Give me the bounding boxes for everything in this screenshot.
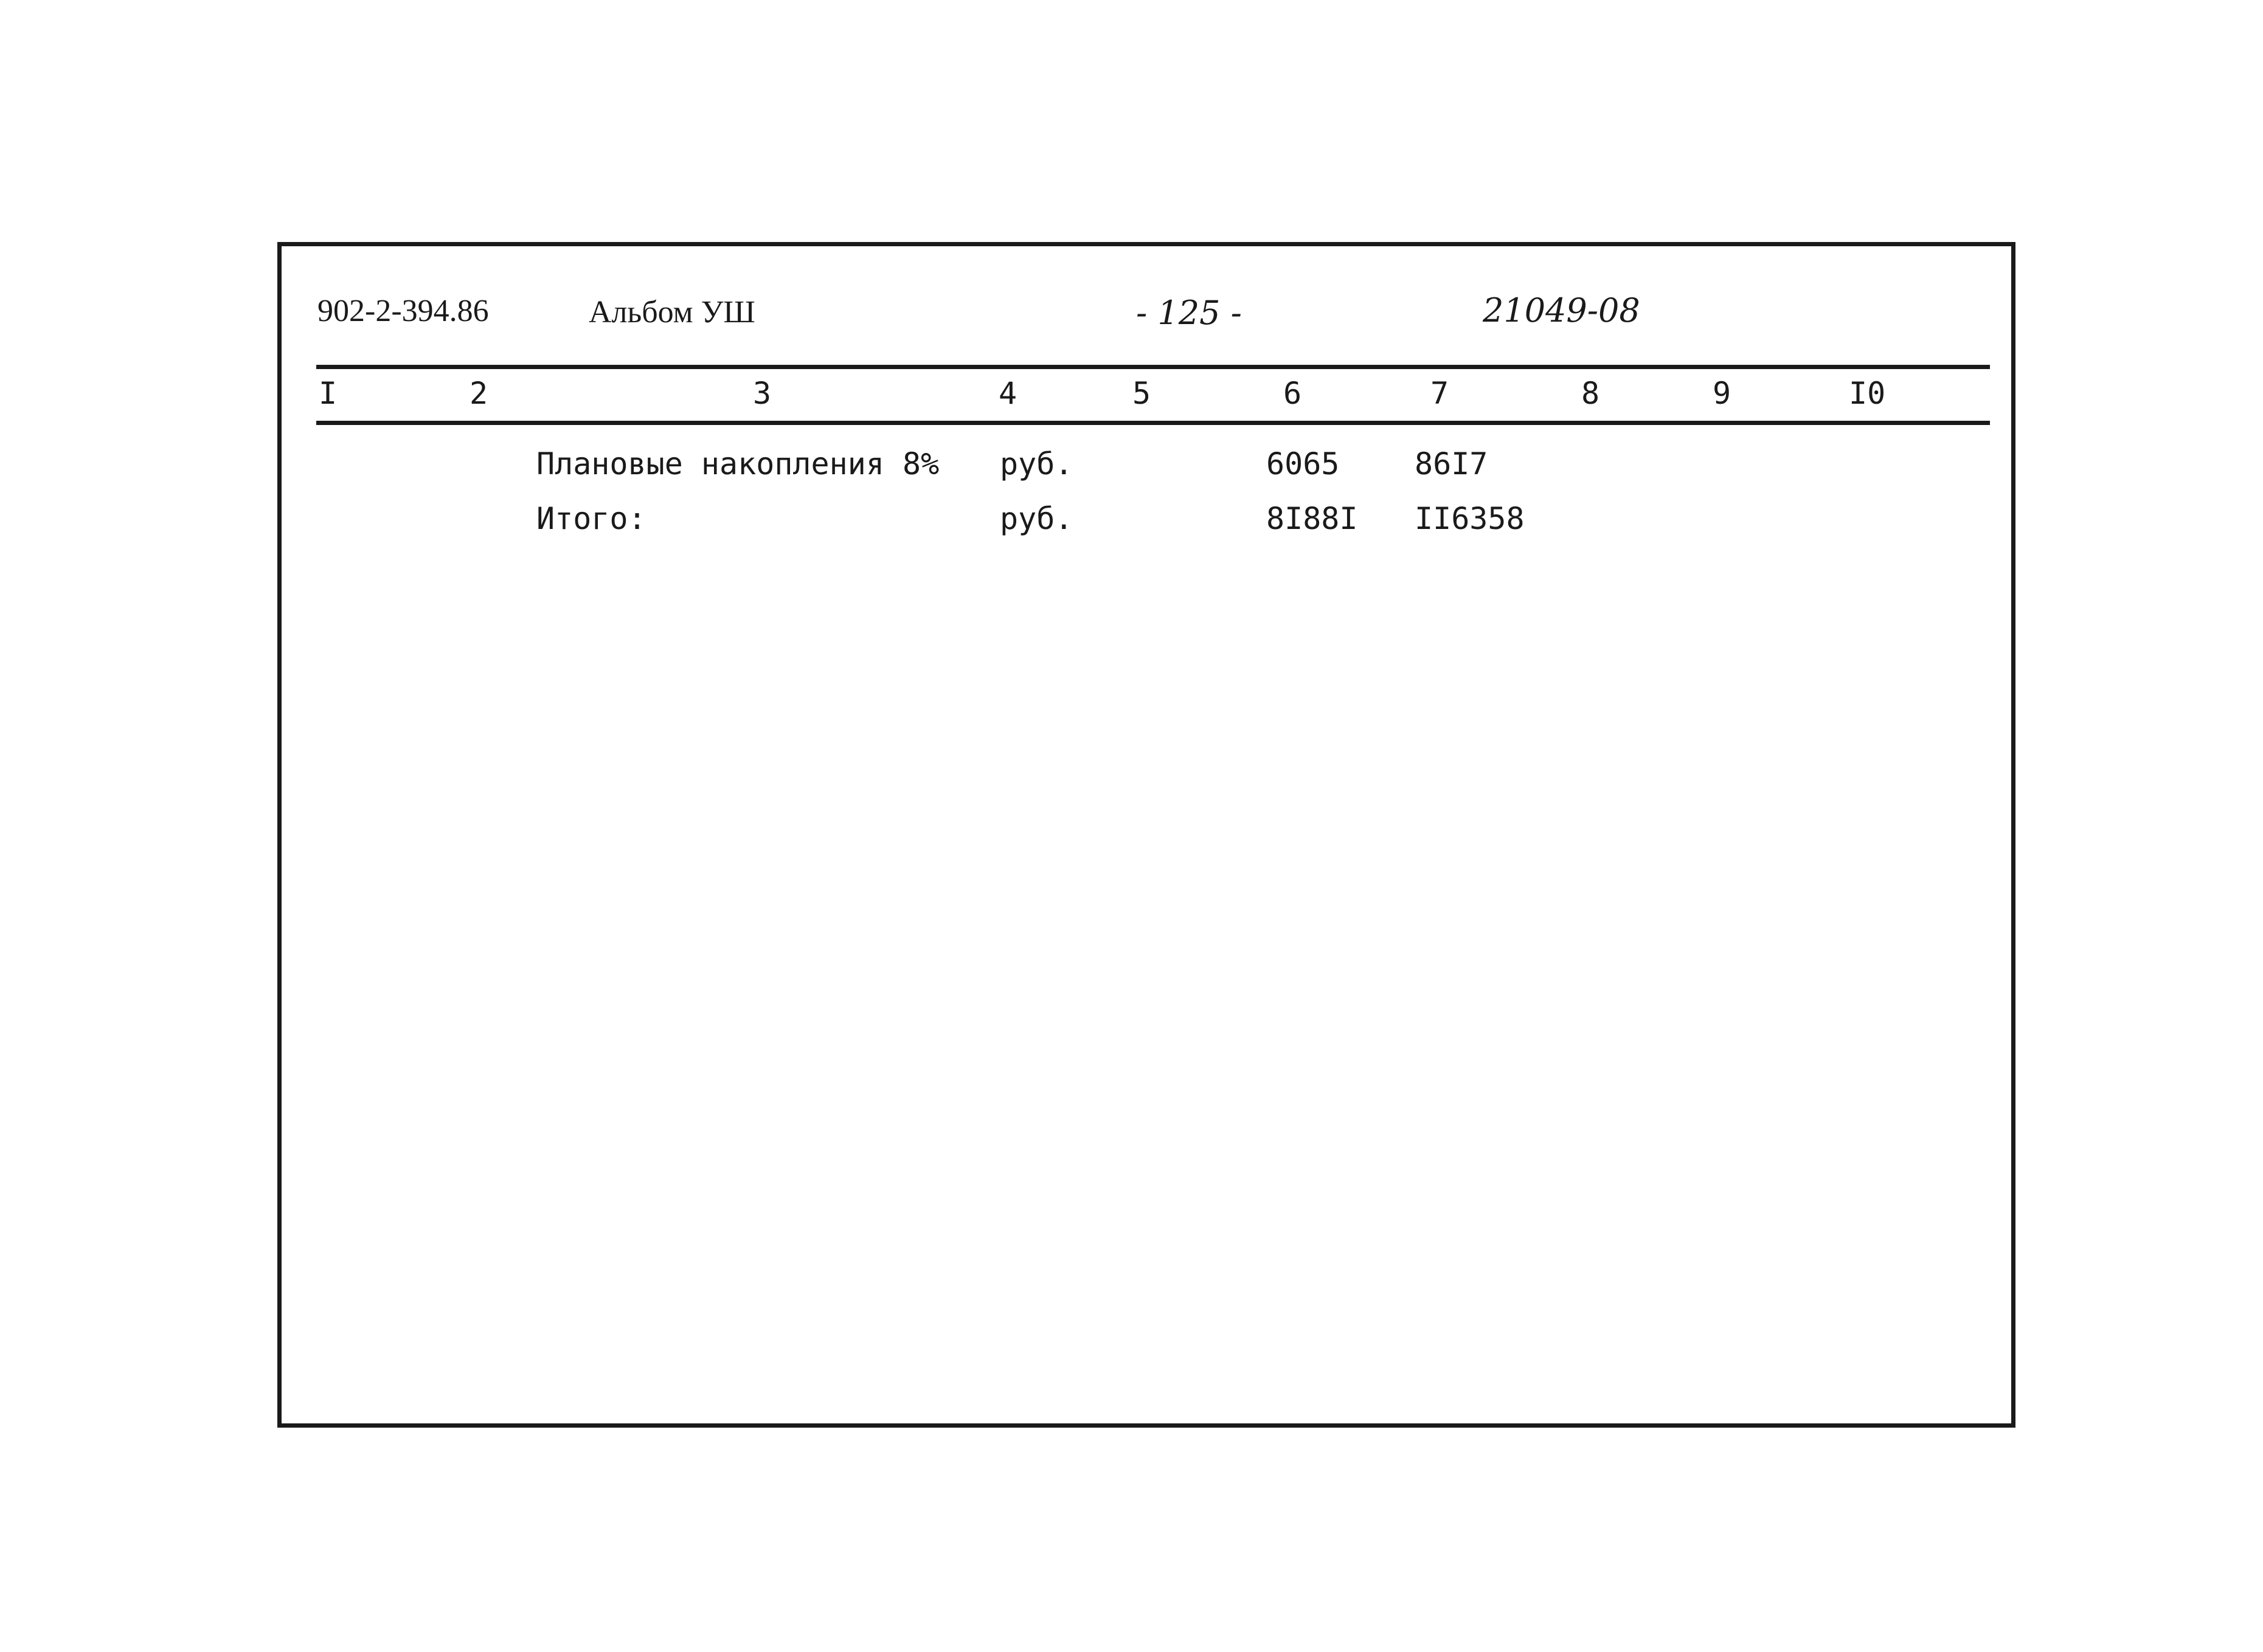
column-number-10: I0 bbox=[1849, 376, 1886, 411]
column-number-1: I bbox=[319, 376, 338, 411]
table-row-1-col6: 6065 bbox=[1266, 446, 1340, 482]
table-row-2-col6: 8I88I bbox=[1266, 501, 1358, 536]
column-number-2: 2 bbox=[470, 376, 488, 411]
sheet-frame bbox=[277, 242, 2015, 1428]
table-row-2-col7: II6358 bbox=[1415, 501, 1525, 536]
table-row-1-unit: руб. bbox=[1000, 446, 1073, 482]
column-number-8: 8 bbox=[1581, 376, 1600, 411]
column-number-9: 9 bbox=[1713, 376, 1731, 411]
table-row-2-unit: руб. bbox=[1000, 501, 1073, 536]
album-label: Альбом УШ bbox=[589, 295, 755, 330]
column-number-5: 5 bbox=[1132, 376, 1151, 411]
inventory-number: 21049-08 bbox=[1483, 291, 1640, 330]
column-number-7: 7 bbox=[1430, 376, 1449, 411]
column-number-6: 6 bbox=[1283, 376, 1302, 411]
table-row-1-col7: 86I7 bbox=[1415, 446, 1488, 482]
table-header-rule bbox=[316, 421, 1990, 425]
table-row-2-name: Итого: bbox=[536, 501, 646, 536]
table-top-rule bbox=[316, 365, 1990, 369]
column-number-3: 3 bbox=[753, 376, 772, 411]
page-number: - 125 - bbox=[1136, 294, 1242, 332]
table-row-1-name: Плановые накопления 8% bbox=[536, 446, 940, 482]
doc-code: 902-2-394.86 bbox=[317, 294, 489, 328]
column-number-4: 4 bbox=[999, 376, 1017, 411]
